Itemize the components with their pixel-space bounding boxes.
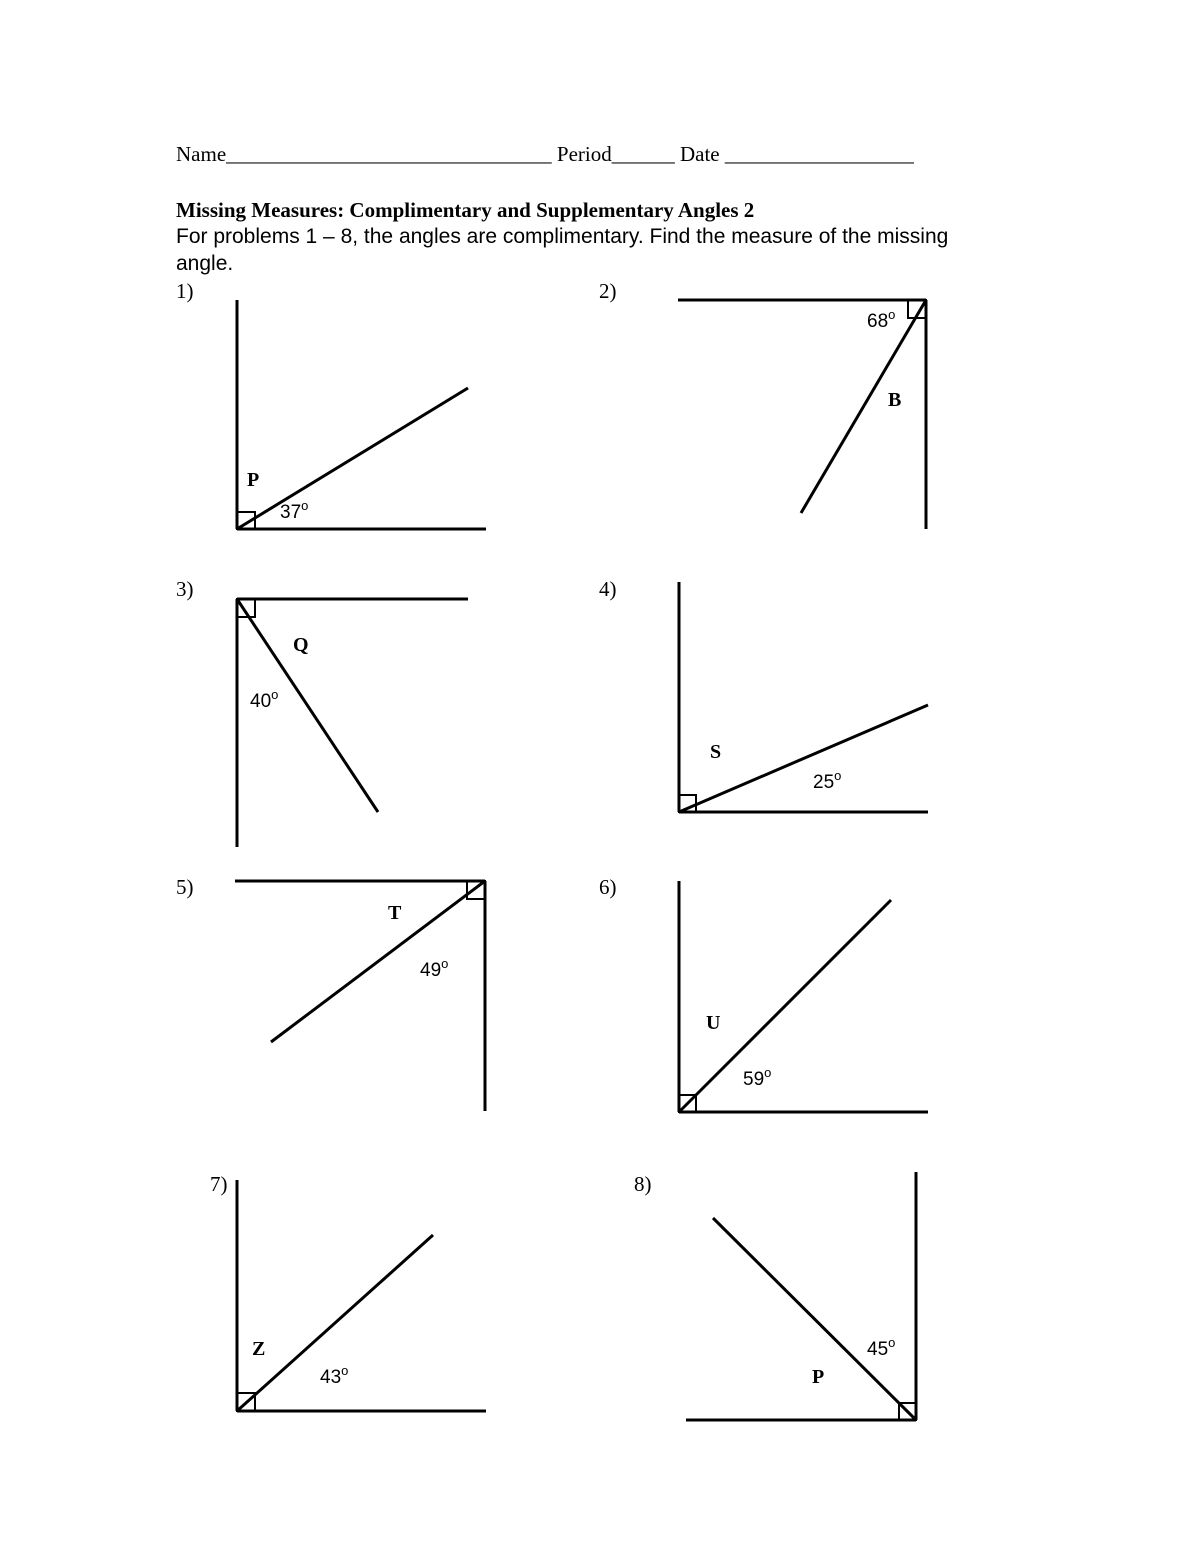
figure-5-variable: T — [388, 902, 402, 924]
figure-1-variable: P — [247, 469, 260, 491]
figure-4-variable: S — [710, 741, 722, 763]
figure-2-angle-number: 68 — [867, 311, 889, 332]
date-label: Date — [679, 142, 720, 166]
period-label: Period — [556, 142, 612, 166]
figure-7-variable: Z — [252, 1338, 266, 1360]
figure-6-diagonal-ray — [679, 900, 891, 1112]
figure-4 — [679, 582, 928, 812]
problem-6-number: 6) — [599, 875, 617, 899]
figure-2-degree-mark: o — [888, 307, 896, 322]
figure-6 — [679, 881, 928, 1112]
figure-8-degree-mark: o — [888, 1335, 896, 1350]
figure-2-variable: B — [888, 389, 902, 411]
problem-8-number: 8) — [634, 1172, 652, 1196]
worksheet-title: Missing Measures: Complimentary and Supplementary Angles 2 — [176, 198, 755, 222]
problem-2-number: 2) — [599, 279, 617, 303]
problem-3-number: 3) — [176, 577, 194, 601]
figure-7-angle-number: 43 — [320, 1367, 342, 1388]
figure-1-degree-mark: o — [301, 498, 309, 513]
figure-1 — [237, 300, 486, 529]
figure-8-angle-value — [867, 1335, 895, 1360]
figure-3-angle-value — [250, 687, 278, 712]
figure-6-angle-number: 59 — [743, 1069, 765, 1090]
name-label: Name — [176, 142, 227, 166]
figure-6-angle-value — [743, 1065, 771, 1090]
figure-3 — [237, 599, 468, 847]
figure-2-angle-value — [867, 307, 895, 332]
period-blank[interactable]: ______ — [611, 142, 675, 166]
figure-6-degree-mark: o — [764, 1065, 772, 1080]
figure-5-angle-value — [420, 956, 448, 981]
name-blank[interactable]: _______________________________ — [226, 142, 552, 166]
figure-8-variable: P — [812, 1366, 825, 1388]
instructions-line-2: angle. — [176, 252, 234, 275]
figure-7-angle-value — [320, 1363, 348, 1388]
instructions-line-1: For problems 1 – 8, the angles are complimentary. Find the measure of the missing — [176, 225, 949, 248]
problem-5-number: 5) — [176, 875, 194, 899]
problem-7-number: 7) — [210, 1172, 228, 1196]
figure-6-variable: U — [706, 1012, 721, 1034]
figure-3-variable: Q — [293, 634, 309, 656]
date-blank[interactable]: __________________ — [724, 142, 914, 166]
figure-3-degree-mark: o — [271, 687, 279, 702]
figure-5-angle-number: 49 — [420, 960, 442, 981]
figure-7 — [237, 1180, 486, 1411]
figure-2 — [678, 300, 926, 529]
figure-1-angle-number: 37 — [280, 502, 302, 523]
figure-4-angle-value — [813, 768, 841, 793]
figure-3-angle-number: 40 — [250, 691, 272, 712]
figure-5-degree-mark: o — [441, 956, 449, 971]
figure-5-diagonal-ray — [271, 881, 485, 1042]
figure-1-angle-value — [280, 498, 308, 523]
figure-4-degree-mark: o — [834, 768, 842, 783]
figure-5 — [235, 881, 485, 1111]
problem-1-number: 1) — [176, 279, 194, 303]
figure-8-diagonal-ray — [713, 1218, 916, 1420]
figure-8 — [686, 1172, 916, 1420]
problem-4-number: 4) — [599, 577, 617, 601]
figure-4-angle-number: 25 — [813, 772, 835, 793]
figure-2-diagonal-ray — [801, 300, 926, 513]
figure-1-diagonal-ray — [237, 388, 468, 529]
figure-7-degree-mark: o — [341, 1363, 349, 1378]
figure-8-angle-number: 45 — [867, 1339, 889, 1360]
